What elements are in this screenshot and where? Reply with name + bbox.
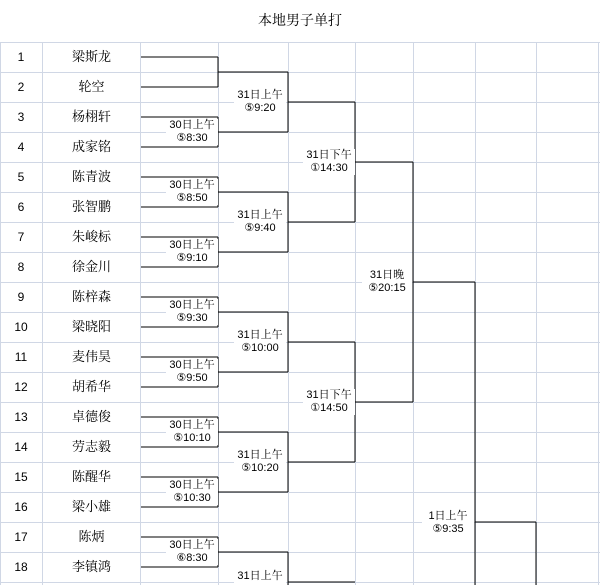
match-slot: ⑤8:50 — [176, 192, 208, 204]
player-seed-number: 7 — [17, 230, 25, 244]
match-schedule-label — [303, 389, 355, 415]
player-name[interactable]: 陈梓森 — [71, 289, 111, 304]
match-slot: ⑤10:30 — [173, 492, 211, 504]
player-seed-number: 11 — [14, 350, 28, 364]
match-slot: ⑤9:30 — [176, 312, 208, 324]
player-seed-number: 4 — [17, 140, 25, 154]
match-day: 30日上午 — [169, 479, 215, 491]
match-slot: ⑤10:10 — [173, 432, 211, 444]
player-seed-number: 13 — [14, 410, 28, 424]
player-name[interactable]: 梁斯龙 — [71, 49, 111, 64]
match-schedule-label — [303, 149, 355, 175]
player-seed-number: 2 — [17, 80, 25, 94]
match-slot: ⑤20:15 — [368, 282, 406, 294]
player-seed-number: 14 — [14, 440, 28, 454]
match-day: 30日上午 — [169, 239, 215, 251]
match-day: 31日上午 — [237, 570, 283, 582]
match-schedule-label — [234, 449, 286, 475]
match-schedule-label — [166, 539, 218, 565]
match-slot: ①14:30 — [310, 162, 348, 174]
player-name[interactable]: 成家铭 — [71, 139, 111, 154]
match-day: 31日上午 — [237, 209, 283, 221]
match-day: 31日下午 — [306, 149, 352, 161]
player-name[interactable]: 朱峻标 — [71, 229, 111, 244]
player-seed-number: 6 — [17, 200, 25, 214]
match-schedule-label — [234, 89, 286, 115]
player-name[interactable]: 陈炳 — [78, 529, 105, 544]
match-slot: ①14:50 — [310, 402, 348, 414]
player-name[interactable]: 李镇鸿 — [71, 559, 111, 574]
player-name[interactable]: 陈青波 — [71, 169, 111, 184]
match-slot: ⑤9:20 — [244, 102, 276, 114]
match-schedule-label — [234, 329, 286, 355]
player-name[interactable]: 梁晓阳 — [71, 319, 111, 334]
match-slot: ⑤8:30 — [176, 132, 208, 144]
match-day: 30日上午 — [169, 119, 215, 131]
player-name[interactable]: 轮空 — [78, 79, 105, 94]
player-name[interactable]: 麦伟昊 — [71, 349, 111, 364]
match-schedule-label — [234, 570, 286, 583]
player-seed-number: 9 — [17, 290, 25, 304]
player-name[interactable]: 胡希华 — [71, 379, 111, 394]
match-day: 30日上午 — [169, 359, 215, 371]
match-slot: ⑤9:50 — [176, 372, 208, 384]
player-seed-number: 5 — [17, 170, 25, 184]
match-day: 30日上午 — [169, 419, 215, 431]
sheet-title: 本地男子单打 — [258, 12, 342, 28]
player-seed-number: 3 — [17, 110, 25, 124]
match-day: 31日上午 — [237, 329, 283, 341]
match-day: 31日下午 — [306, 389, 352, 401]
match-day: 30日上午 — [169, 539, 215, 551]
match-schedule-label — [422, 510, 474, 536]
match-schedule-label — [362, 269, 412, 295]
match-day: 30日上午 — [169, 179, 215, 191]
match-schedule-label — [166, 359, 218, 385]
player-name[interactable]: 张智鹏 — [71, 199, 111, 214]
match-schedule-label — [166, 179, 218, 205]
match-slot: ⑤10:20 — [241, 462, 279, 474]
player-name[interactable]: 劳志毅 — [71, 439, 111, 454]
match-schedule-label — [166, 119, 218, 145]
match-schedule-label — [166, 299, 218, 325]
match-slot: ⑤9:40 — [244, 222, 276, 234]
match-slot: ⑤9:35 — [432, 523, 464, 535]
match-slot: ⑤10:00 — [241, 342, 279, 354]
player-name[interactable]: 陈醒华 — [71, 469, 111, 484]
player-name[interactable]: 徐金川 — [71, 259, 111, 274]
player-seed-number: 12 — [14, 380, 28, 394]
match-slot: ⑤9:10 — [176, 252, 208, 264]
match-day: 1日上午 — [428, 510, 468, 522]
player-seed-number: 1 — [17, 50, 25, 64]
player-name[interactable]: 杨栩轩 — [71, 109, 111, 124]
player-name[interactable]: 梁小雄 — [71, 499, 111, 514]
player-seed-number: 15 — [14, 470, 28, 484]
match-day: 31日晚 — [369, 269, 405, 281]
player-seed-number: 16 — [14, 500, 28, 514]
player-seed-number: 10 — [14, 320, 28, 334]
match-schedule-label — [234, 209, 286, 235]
player-seed-number: 18 — [14, 560, 28, 574]
player-name[interactable]: 卓德俊 — [71, 409, 111, 424]
player-seed-number: 8 — [17, 260, 25, 274]
match-schedule-label — [166, 479, 218, 505]
match-schedule-label — [166, 419, 218, 445]
match-slot: ⑥8:30 — [176, 552, 208, 564]
match-day: 31日上午 — [237, 449, 283, 461]
player-seed-number: 17 — [14, 530, 28, 544]
match-schedule-label — [166, 239, 218, 265]
match-day: 30日上午 — [169, 299, 215, 311]
match-day: 31日上午 — [237, 89, 283, 101]
